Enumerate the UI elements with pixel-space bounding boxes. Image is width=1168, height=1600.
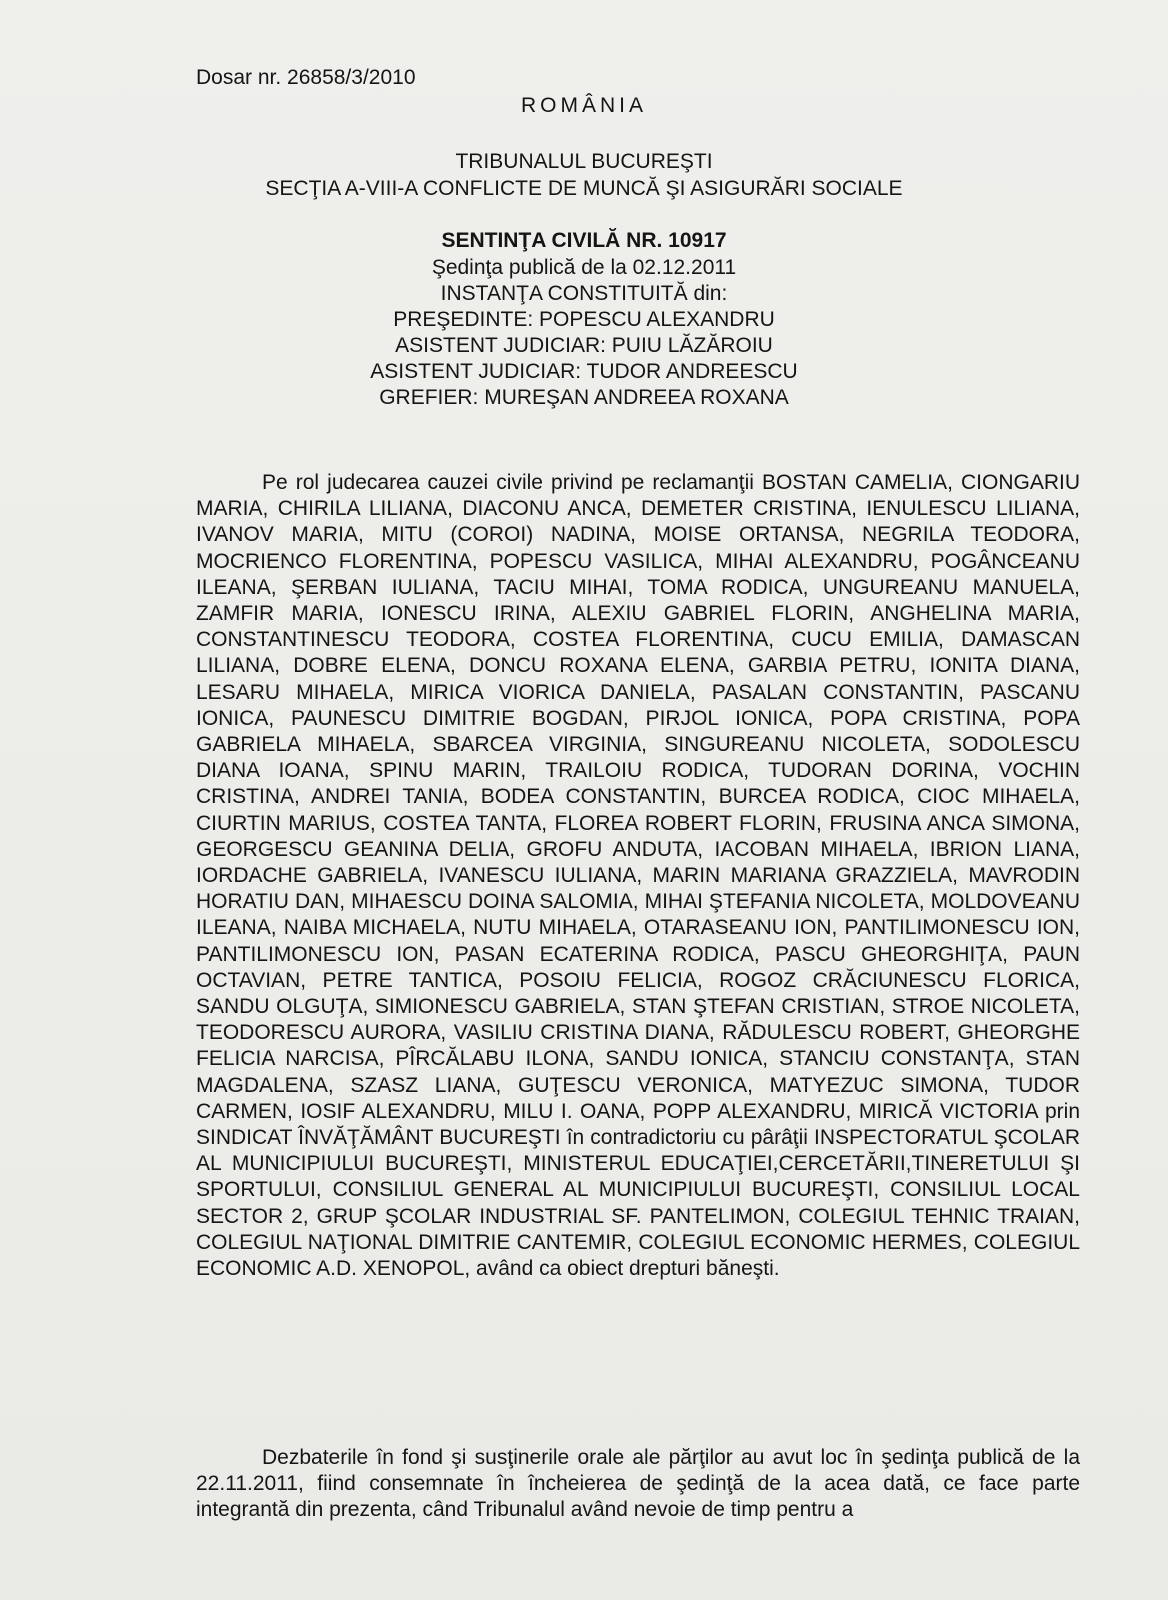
country-heading: ROMÂNIA bbox=[520, 94, 647, 117]
panel-heading: INSTANŢA CONSTITUITĂ din: bbox=[440, 282, 728, 305]
panel-president: PREŞEDINTE: POPESCU ALEXANDRU bbox=[393, 308, 775, 331]
file-number: Dosar nr. 26858/3/2010 bbox=[196, 66, 416, 89]
hearing-date: Şedinţa publică de la 02.12.2011 bbox=[431, 256, 737, 279]
panel-assistant-judge-1: ASISTENT JUDICIAR: PUIU LĂZĂROIU bbox=[395, 334, 773, 357]
proceedings-paragraph: Dezbaterile în fond şi susţinerile orale ale părţilor au avut loc în şedinţa publică de la 22.11.2011, fiind consemnate în încheierea de şedinţă de la acea dată, ce face parte integrantă din prezenta, când Tribunalul având nevoie de timp pentru a bbox=[196, 1446, 1080, 1522]
court-name: TRIBUNALUL BUCUREŞTI bbox=[455, 150, 713, 173]
sentence-title: SENTINŢA CIVILĂ NR. 10917 bbox=[441, 229, 727, 252]
court-section: SECŢIA A-VIII-A CONFLICTE DE MUNCĂ ŞI ASIGURĂRI SOCIALE bbox=[265, 177, 903, 200]
parties-paragraph: Pe rol judecarea cauzei civile privind pe reclamanţii BOSTAN CAMELIA, CIONGARIU MARIA, CHIRILA LILIANA, DIACONU ANCA, DEMETER CRISTINA, IENULESCU LILIANA, IVANOV MARIA, MITU (COROI) NADINA, MOISE ORTANSA, NEGRILA TEODORA, MOCRIENCO FLORENTINA, POPESCU VASILICA, MIHAI ALEXANDRU, POGÂNCEANU ILEANA, ŞERBAN IULIANA, TACIU MIHAI, TOMA RODICA, UNGUREANU MANUELA, ZAMFIR MARIA, IONESCU IRINA, ALEXIU GABRIEL FLORIN, ANGHELINA MARIA, CONSTANTINESCU TEODORA, COSTEA FLORENTINA, CUCU EMILIA, DAMASCAN LILIANA, DOBRE ELENA, DONCU ROXANA ELENA, GARBIA PETRU, IONITA DIANA, LESARU MIHAELA, MIRICA VIORICA DANIELA, PASALAN CONSTANTIN, PASCANU IONICA, PAUNESCU DIMITRIE BOGDAN, PIRJOL IONICA, POPA CRISTINA, POPA GABRIELA MIHAELA, SBARCEA VIRGINIA, SINGUREANU NICOLETA, SODOLESCU DIANA IOANA, SPINU MARIN, TRAILOIU RODICA, TUDORAN DORINA, VOCHIN CRISTINA, ANDREI TANIA, BODEA CONSTANTIN, BURCEA RODICA, CIOC MIHAELA, CIURTIN MARIUS, COSTEA TANTA, FLOREA ROBERT FLORIN, FRUSINA ANCA SIMONA, GEORGESCU GEANINA DELIA, GROFU ANDUTA, IACOBAN MIHAELA, IBRION LIANA, IORDACHE GABRIELA, IVANESCU IULIANA, MARIN MARIANA GRAZZIELA, MAVRODIN HORATIU DAN, MIHAESCU DOINA SALOMIA, MIHAI ŞTEFANIA NICOLETA, MOLDOVEANU ILEANA, NAIBA MICHAELA, NUTU MIHAELA, OTARASEANU ION, PANTILIMONESCU ION, PANTILIMONESCU ION, PASAN ECATERINA RODICA, PASCU GHEORGHIŢA, PAUN OCTAVIAN, PETRE TANTICA, POSOIU FELICIA, ROGOZ CRĂCIUNESCU FLORICA, SANDU OLGUŢA, SIMIONESCU GABRIELA, STAN ŞTEFAN CRISTIAN, STROE NICOLETA, TEODORESCU AURORA, VASILIU CRISTINA DIANA, RĂDULESCU ROBERT, GHEORGHE FELICIA NARCISA, PÎRCĂLABU ILONA, SANDU IONICA, STANCIU CONSTANŢA, STAN MAGDALENA, SZASZ LIANA, GUŢESCU VERONICA, MATYEZUC SIMONA, TUDOR CARMEN, IOSIF ALEXANDRU, MILU I. OANA, POPP ALEXANDRU, MIRICĂ VICTORIA prin SINDICAT ÎNVĂŢĂMÂNT BUCUREŞTI în contradictoriu cu pârâţii INSPECTORATUL ŞCOLAR AL MUNICIPIULUI BUCUREŞTI, MINISTERUL EDUCAŢIEI,CERCETĂRII,TINERETULUI ŞI SPORTULUI, CONSILIUL GENERAL AL MUNICIPIULUI BUCUREŞTI, CONSILIUL LOCAL SECTOR 2, GRUP ŞCOLAR INDUSTRIAL SF. PANTELIMON, COLEGIUL TEHNIC TRAIAN, COLEGIUL NAŢIONAL DIMITRIE CANTEMIR, COLEGIUL ECONOMIC HERMES, COLEGIUL ECONOMIC A.D. XENOPOL, având ca obiect drepturi băneşti. bbox=[196, 471, 1080, 1281]
panel-clerk: GREFIER: MUREŞAN ANDREEA ROXANA bbox=[379, 386, 789, 409]
panel-assistant-judge-2: ASISTENT JUDICIAR: TUDOR ANDREESCU bbox=[370, 360, 798, 383]
